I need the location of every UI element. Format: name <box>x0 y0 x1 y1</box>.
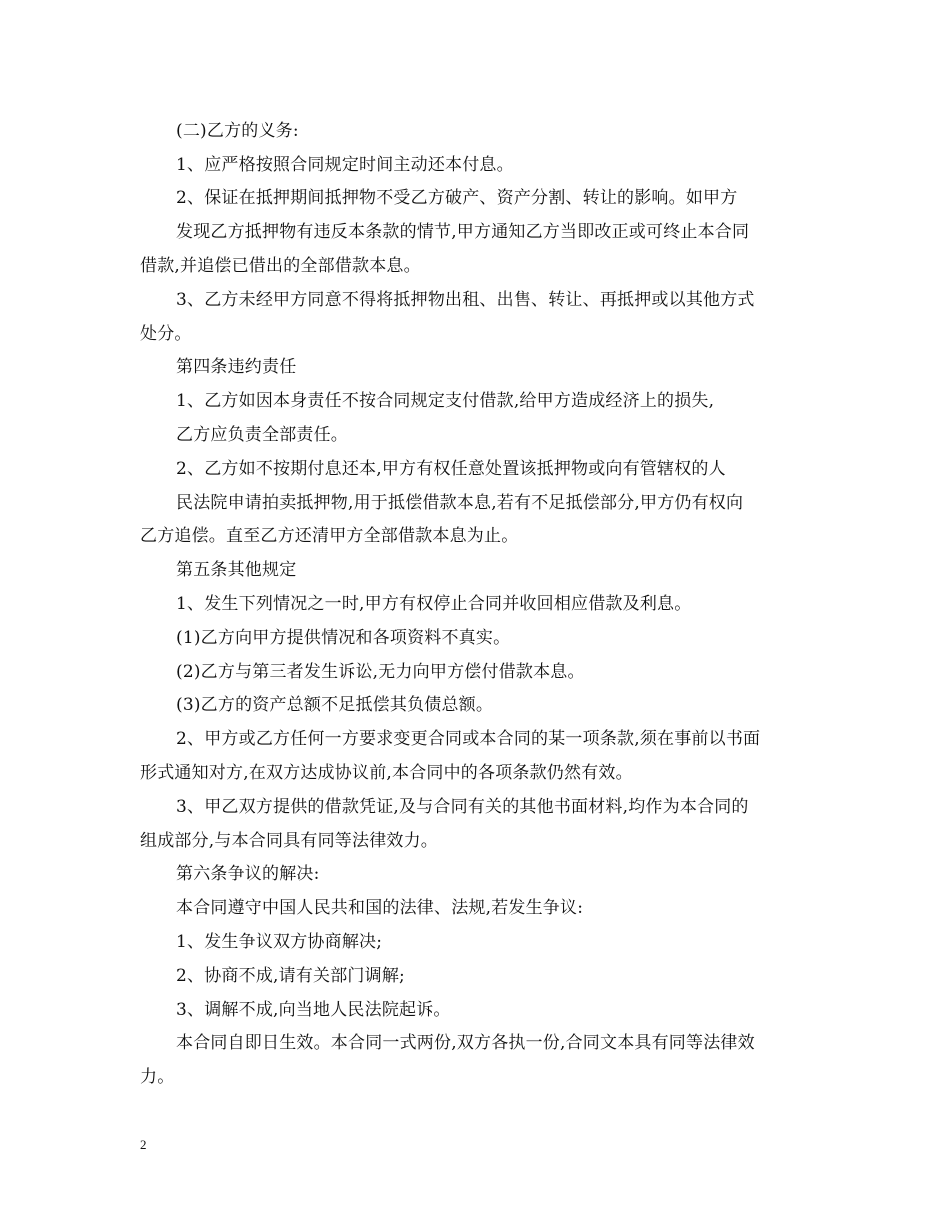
text-line: (二)乙方的义务: <box>176 121 299 141</box>
text-line: 形式通知对方,在双方达成协议前,本合同中的各项条款仍然有效。 <box>140 763 633 783</box>
text-line: 处分。 <box>140 324 192 344</box>
text-line: 组成部分,与本合同具有同等法律效力。 <box>140 831 439 851</box>
text-line: 借款,并追偿已借出的全部借款本息。 <box>140 256 421 276</box>
text-line: 2、乙方如不按期付息还本,甲方有权任意处置该抵押物或向有管辖权的人 <box>176 459 726 479</box>
text-line: 2、协商不成,请有关部门调解; <box>176 966 405 986</box>
text-line: 1、发生下列情况之一时,甲方有权停止合同并收回相应借款及利息。 <box>176 594 692 614</box>
text-line: 1、乙方如因本身责任不按合同规定支付借款,给甲方造成经济上的损失, <box>176 391 715 411</box>
text-line: 2、保证在抵押期间抵押物不受乙方破产、资产分割、转让的影响。如甲方 <box>176 188 738 208</box>
text-line: 发现乙方抵押物有违反本条款的情节,甲方通知乙方当即改正或可终止本合同 <box>176 222 750 242</box>
text-line: 力。 <box>140 1067 175 1087</box>
text-line: (3)乙方的资产总额不足抵偿其负债总额。 <box>176 695 494 715</box>
text-line: 民法院申请拍卖抵押物,用于抵偿借款本息,若有不足抵偿部分,甲方仍有权向 <box>176 493 744 513</box>
text-line: 3、甲乙双方提供的借款凭证,及与合同有关的其他书面材料,均作为本合同的 <box>176 797 749 817</box>
text-line: 乙方追偿。直至乙方还清甲方全部借款本息为止。 <box>140 526 519 546</box>
text-line: 2、甲方或乙方任何一方要求变更合同或本合同的某一项条款,须在事前以书面 <box>176 729 761 749</box>
section-heading: 第六条争议的解决: <box>176 864 320 884</box>
text-line: 3、乙方未经甲方同意不得将抵押物出租、出售、转让、再抵押或以其他方式 <box>176 290 755 310</box>
text-line: (1)乙方向甲方提供情况和各项资料不真实。 <box>176 628 511 648</box>
text-line: 本合同遵守中国人民共和国的法律、法规,若发生争议: <box>176 898 584 918</box>
text-line: 3、调解不成,向当地人民法院起诉。 <box>176 1000 451 1020</box>
text-line: 1、发生争议双方协商解决; <box>176 932 383 952</box>
text-line: 1、应严格按照合同规定时间主动还本付息。 <box>176 155 514 175</box>
page-number: 2 <box>140 1137 147 1152</box>
section-heading: 第四条违约责任 <box>176 357 297 377</box>
text-line: (2)乙方与第三者发生诉讼,无力向甲方偿付借款本息。 <box>176 662 585 682</box>
text-line: 乙方应负责全部责任。 <box>176 425 348 445</box>
text-line: 本合同自即日生效。本合同一式两份,双方各执一份,合同文本具有同等法律效 <box>176 1033 755 1053</box>
section-heading: 第五条其他规定 <box>176 560 297 580</box>
